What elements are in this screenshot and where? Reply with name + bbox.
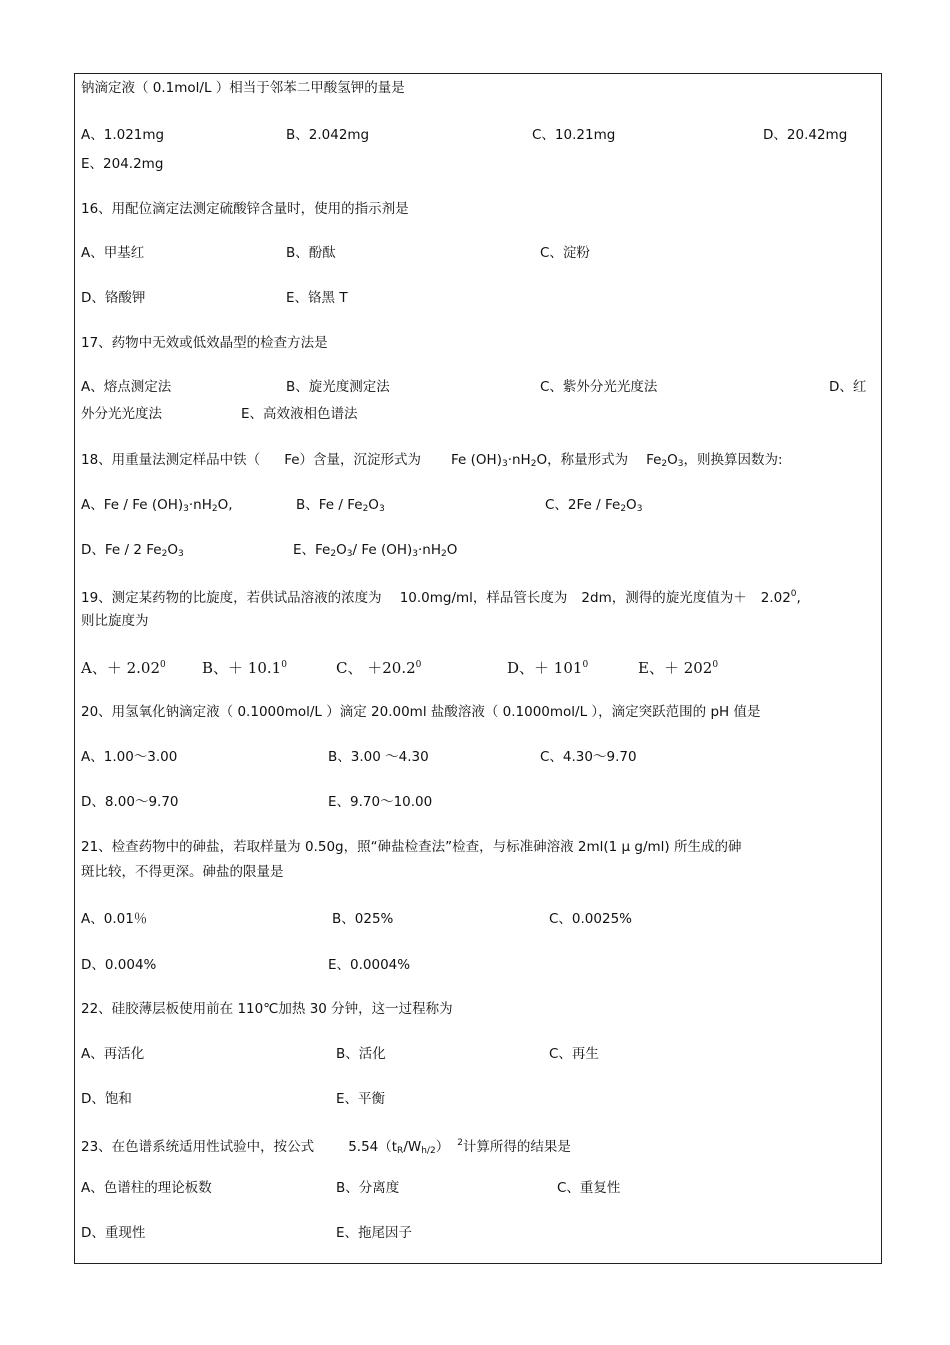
q21-option-d: D、0.004% [81,957,157,973]
q15-option-a: A、1.021mg [81,127,165,143]
q23-option-e: E、拖尾因子 [336,1225,413,1241]
q22-option-a: A、再活化 [81,1046,145,1062]
q19-option-b: B、＋ $10.1^0$ [202,659,287,677]
question-frame [74,73,882,1264]
q23-option-a: A、色谱柱的理论板数 [81,1180,212,1196]
q17-option-c: C、紫外分光光度法 [540,379,658,395]
q15-option-c: C、10.21mg [532,127,616,143]
q19-stem-cont: 则比旋度为 [81,613,149,629]
q21-option-a: A、0.01％ [81,911,148,927]
q23-option-c: C、重复性 [557,1180,621,1196]
q18-option-a: A、Fe / Fe $(OH)_3\cdot nH_2O$, [81,497,233,514]
q18-option-c: C、$2Fe / Fe_2O_3$ [545,497,643,514]
q16-option-a: A、甲基红 [81,245,145,261]
q20-option-a: A、1.00～3.00 [81,749,178,765]
q16-option-d: D、铬酸钾 [81,290,146,306]
q20-option-c: C、4.30～9.70 [540,749,637,765]
q19-stem: 19、测定某药物的比旋度，若供试品溶液的浓度为 10.0mg/ml，样品管长度为 2dm，测得的旋光度值为＋ $2.02^0$, [81,589,801,606]
q17-option-d-cont: 外分光光度法 [81,406,162,422]
q23-option-d: D、重现性 [81,1225,146,1241]
q19-option-a: A、＋ $2.02^0$ [81,659,166,677]
q16-option-e: E、铬黑 T [286,290,348,306]
q15-option-e: E、204.2mg [81,156,164,172]
q22-stem: 22、硅胶薄层板使用前在 110℃加热 30 分钟，这一过程称为 [81,1001,453,1017]
q22-option-b: B、活化 [336,1046,386,1062]
q17-stem: 17、药物中无效或低效晶型的检查方法是 [81,335,328,351]
q17-option-d: D、红 [829,379,867,395]
q15-option-b: B、2.042mg [286,127,370,143]
q18-stem: 18、用重量法测定样品中铁（ Fe）含量，沉淀形式为 Fe $(OH)_3\cdot nH_2O$，称量形式为 $Fe_2O_3$，则换算因数为: [81,452,783,469]
q20-option-e: E、9.70～10.00 [328,794,433,810]
q16-option-b: B、酚酞 [286,245,336,261]
q18-option-d: D、Fe / 2 $Fe_2O_3$ [81,542,184,559]
q20-stem: 20、用氢氧化钠滴定液（ 0.1000mol/L ）滴定 20.00ml 盐酸溶液（ 0.1000mol/L ），滴定突跃范围的 pH 值是 [81,704,761,720]
q15-stem: 钠滴定液（ 0.1mol/L ）相当于邻苯二甲酸氢钾的量是 [81,80,405,96]
q17-option-e: E、高效液相色谱法 [241,406,358,422]
q21-option-c: C、0.0025% [549,911,632,927]
q17-option-b: B、旋光度测定法 [286,379,390,395]
q22-option-e: E、平衡 [336,1091,386,1107]
q19-option-e: E、＋ $202^0$ [638,659,719,677]
q19-option-c: C、 $+20.2^0$ [336,659,422,677]
q23-option-b: B、分离度 [336,1180,400,1196]
q22-option-c: C、再生 [549,1046,599,1062]
q18-option-e: E、$Fe_2O_3/$ Fe $(OH)_3\cdot nH_2O$ [293,542,458,559]
q16-option-c: C、淀粉 [540,245,590,261]
q21-option-b: B、025% [332,911,394,927]
q17-option-a: A、熔点测定法 [81,379,172,395]
q23-stem: 23、在色谱系统适用性试验中，按公式 $5.54(t_R/W_{h/2})$ $^2$计算所得的结果是 [81,1138,571,1156]
q20-option-d: D、8.00～9.70 [81,794,179,810]
q19-option-d: D、＋ $101^0$ [507,659,589,677]
q21-option-e: E、0.0004% [328,957,411,973]
q20-option-b: B、3.00 ～4.30 [328,749,429,765]
q18-option-b: B、Fe / $Fe_2O_3$ [296,497,385,514]
q22-option-d: D、饱和 [81,1091,132,1107]
q16-stem: 16、用配位滴定法测定硫酸锌含量时，使用的指示剂是 [81,201,409,217]
q21-stem-cont: 斑比较，不得更深。砷盐的限量是 [81,864,284,880]
q15-option-d: D、20.42mg [763,127,848,143]
q21-stem: 21、检查药物中的砷盐，若取样量为 0.50g，照“砷盐检查法”检查，与标准砷溶液 2ml(1 μ g/ml) 所生成的砷 [81,839,742,855]
